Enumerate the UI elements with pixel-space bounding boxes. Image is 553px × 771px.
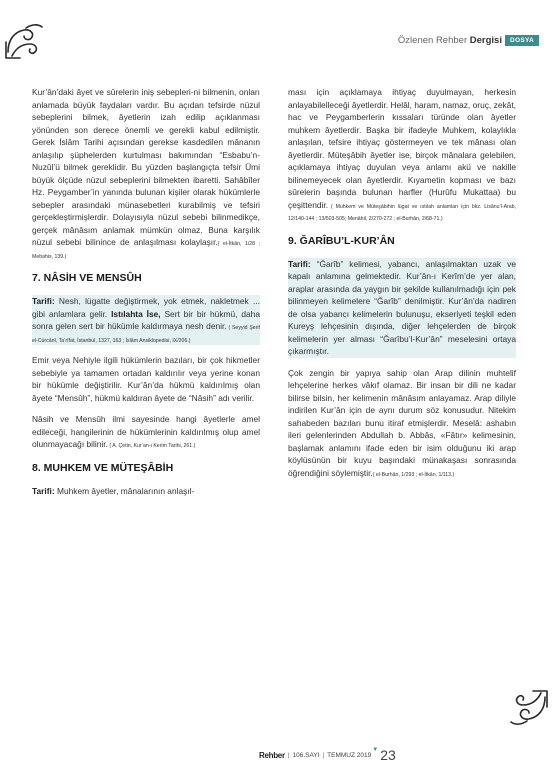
definition-box: Tarifi: Nesh, lügatte değiştirmek, yok etmek, nakletmek ... gibi anlamlara gelir. Istılahta İse, Sert bir bir hükmü, daha sonra gelen sert bir hükümle kaldırmaya nesh denir. ( Seyyid Şerif el-Cürcânî, Ta’rîfat, İstanbul, 1327, 163 ; İslâm Ansiklopedisi, IX/206.)	[32, 296, 260, 344]
footer-separator: |	[322, 751, 325, 759]
footer-brand: Rehber	[259, 750, 285, 760]
page-footer	[259, 747, 396, 763]
issue-date: TEMMUZ 2019	[327, 751, 372, 759]
definition-text: Tarifi: Muhkem âyetler, mânalarının anlaşıl-	[32, 485, 195, 496]
paragraph: Emir veya Nehiyle ilgili hükümlerin bazıları, bir çok hikmetler sebebiyle ya tamamen ortadan kaldırılır veya yerine konan bir hükümle değiştirilir. Kur’ân’da hükmü kaldırılmış olan âyete “Mensûh”, hükmü kaldıran âyete de “Nâsih” adı verilir.	[32, 355, 260, 403]
left-column	[32, 86, 260, 506]
paragraph: Nâsih ve Mensûh ilmi sayesinde hangi âyetlerle amel edileceği, hangilerinin de hükümlerinin kaldırılmış olup amel olunmayacağı bilinir. ( A. Çetin, Kur’an-ı Kerim Tarihi, 261.)	[32, 414, 260, 449]
section-heading-8: 8. MUHKEM VE MÜTEŞÂBİH	[32, 461, 174, 474]
paragraph: ması için açıklamaya ihtiyaç duyulmayan, herkesin anlayabilelleceği âyetlerdir. Helâl, haram, namaz, oruç, zekât, hac ve Peygamberlerin kıssaları türünde olan âyetler muhkem âyetlerdir. Başka bir ifadeyle Muhkem, kolaylıkla anlaşılan, tefsire ihtiyaç göstermeyen ve tek mânası olan âyetlerdir. Müteşâbih âyetler ise, birçok mânalara gelebilen, açıklamaya ihtiyaç duyulan veya anlamı akü ve nakille bilinemeyecek olan âyetlerdir. Kıyametin kopması ve bazı sûrelerin başında bulunan harfler (Hurûfu Mukattaa) bu çeşittendir. ( Muhkem ve Müteşâbihin lügat ve ıstılah anlamları için bkz. Lisânu’l-Arab, 12/140-144 ; 13/503-505; Menâhil, 2/270-272 ; el-Burhân, 2/68-71.)	[288, 87, 516, 222]
right-column	[288, 86, 516, 488]
issue-number: 106.SAYI	[292, 751, 320, 759]
definition-box: Tarifi: “Ğarîb” kelimesi, yabancı, anlaşılmaktan uzak ve kapalı anlamına gelmektedir. Kur’ân-ı Kerîm’de yer alan, araplar arasında da yaygın bir şekilde kullanılmadığı için pek bilinmeyen kelimelere “Ğarîb” denilmiştir. Kur’ân’da nadiren de olsa yabancı kelimelerin bulunuşu, ekseriyeti teşkil eden Kureyş lehçesinin dışında, diğer lehçelerden de birçok kelimelerin yer alması “Ğarîbu’l-Kur’ân” meselesini ortaya çıkarmıştır.	[288, 258, 516, 356]
page-header	[398, 33, 539, 47]
magazine-name: Özlenen Rehber Dergisi	[397, 34, 502, 46]
section-heading-7: 7. NÂSİH VE MENSÛH	[32, 272, 142, 284]
corner-ornament-icon	[4, 22, 44, 60]
corner-ornament-icon	[509, 689, 549, 731]
footer-separator: |	[287, 751, 290, 759]
paragraph: Çok zengin bir yapıya sahip olan Arap dilinin muhtelif lehçelerine herkes vâkıf olamaz. Bir insan bir dili ne kadar bilirse bilsin, her kelimenin mânâsım anlayamaz. Arap diliyle indirilen Kur’ân için de aynı durum söz konusudur. Nitekim sahabeden bazıları bunu itiraf etmişlerdir. Meselâ: ashabın ileri gelenlerinden Abdullah b. Abbâs, «Fâtır» kelimesinin, başlamak anlamını ifade eden bir isim olduğunu iki arap köylüsünün bir kuyu başındaki münakaşası sonrasında öğrendiğini söylemiştir.( el-Burhân, 1/293 ; el-İtkân, 1/113.)	[288, 367, 516, 478]
page-number: 23	[380, 747, 396, 763]
section-badge: DOSYA	[505, 35, 539, 46]
section-heading-9: 9. ĞARÎBU’L-KUR’ÂN	[288, 234, 395, 247]
triangle-icon: ▼	[372, 747, 379, 753]
paragraph: Kur’ân’daki âyet ve sûrelerin iniş sebepleri-ni bilmenin, onları anlamada büyük faydaları vardır. Bu açıdan tefsirde nüzul sebeplerini bilmek, âyetlerin izah edilip açıklanması yönünden son derece önemli ve gerekli kabul edilmiştir. Gerek İslâm Tarihi açısından gerekse kasdedilen mânanın anlaşılıp şüphelerden kurtulması bakımından “Esbabu’n-Nuzûl’ü bilmek gereklidir. Bu yüzden başlangıçta tefsir Ümi büyük ölçüde nüzul sebeplerini bilmekten ibaretti. Sahâbîler Hz. Peygamber’in yanında bulunan kişiler olarak hükümlerle sebepler arasındaki münasebetleri kurabilmiş ve tefsiri gerçekleştirmişlerdir. Dolayısıyla nüzul sebebi bilinmedikçe, gerçek mânâsım anlamak mümkün olmaz. Buna karşılık nüzul sebebi bilinince de anlaşılması kolaylaşır.( el-İtkân, 1/28 ; Mebahis, 139.)	[32, 87, 260, 260]
